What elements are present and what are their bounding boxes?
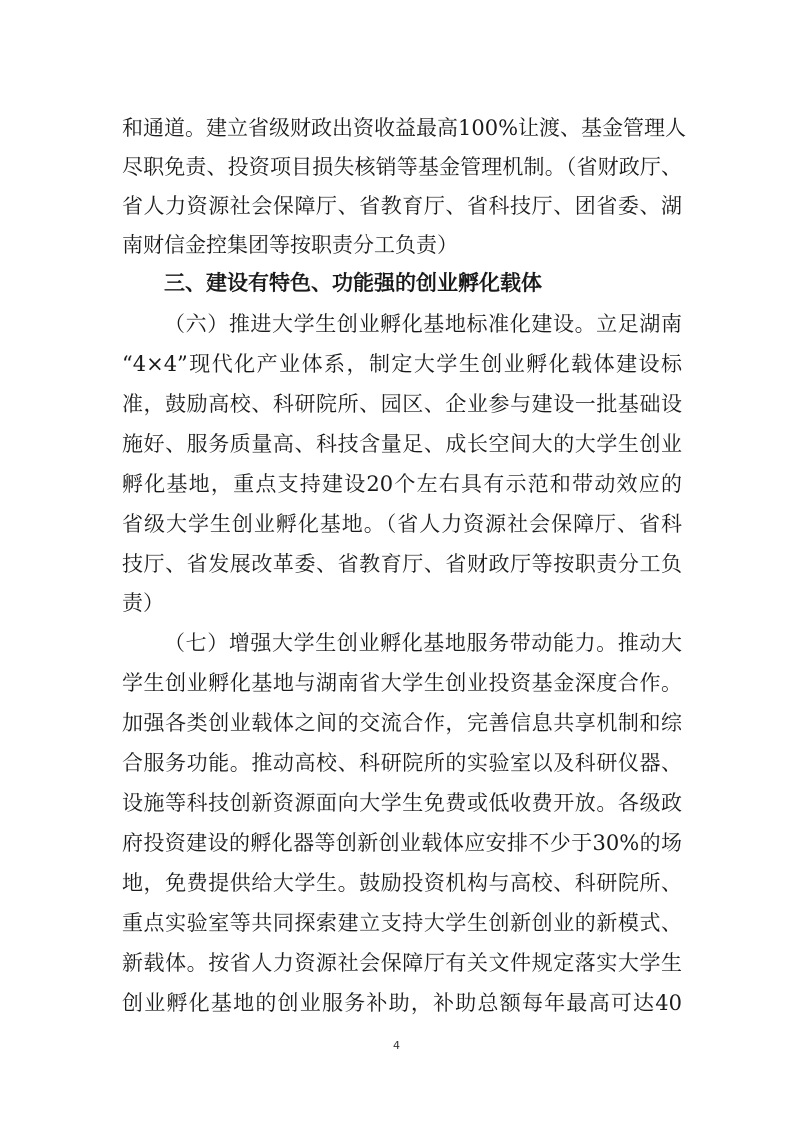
paragraph-first-line: （七）增强大学生创业孵化基地服务带动能力。推动大 bbox=[164, 631, 682, 655]
body-text-line: 责） bbox=[122, 591, 164, 615]
body-text-line: 创业孵化基地的创业服务补助，补助总额每年最高可达40 bbox=[122, 991, 682, 1015]
body-text-line: 重点实验室等共同探索建立支持大学生创新创业的新模式、 bbox=[122, 911, 682, 935]
body-text-line: 孵化基地，重点支持建设20个左右具有示范和带动效应的 bbox=[122, 472, 682, 496]
body-text-line: 学生创业孵化基地与湖南省大学生创业投资基金深度合作。 bbox=[122, 671, 682, 695]
body-text-line: 合服务功能。推动高校、科研院所的实验室以及科研仪器、 bbox=[122, 751, 682, 775]
body-text-line: 加强各类创业载体之间的交流合作，完善信息共享机制和综 bbox=[122, 711, 682, 735]
body-text-line: 设施等科技创新资源面向大学生免费或低收费开放。各级政 bbox=[122, 791, 682, 815]
page-number: 4 bbox=[393, 1039, 400, 1052]
body-text-line: 南财信金控集团等按职责分工负责） bbox=[122, 233, 458, 257]
body-text-line: 地，免费提供给大学生。鼓励投资机构与高校、科研院所、 bbox=[122, 871, 682, 895]
body-text-line: 府投资建设的孵化器等创新创业载体应安排不少于30%的场 bbox=[122, 831, 682, 855]
body-text-line: 和通道。建立省级财政出资收益最高100%让渡、基金管理人 bbox=[122, 116, 687, 140]
body-text-line: 新载体。按省人力资源社会保障厅有关文件规定落实大学生 bbox=[122, 951, 682, 975]
body-text-line: 准，鼓励高校、科研院所、园区、企业参与建设一批基础设 bbox=[122, 392, 682, 416]
paragraph-first-line: （六）推进大学生创业孵化基地标准化建设。立足湖南 bbox=[164, 312, 682, 336]
body-text-line: “4×4”现代化产业体系，制定大学生创业孵化载体建设标 bbox=[122, 352, 682, 376]
body-text-line: 施好、服务质量高、科技含量足、成长空间大的大学生创业 bbox=[122, 432, 682, 456]
body-text-line: 技厅、省发展改革委、省教育厅、省财政厅等按职责分工负 bbox=[122, 552, 682, 576]
section-heading: 三、建设有特色、功能强的创业孵化载体 bbox=[164, 271, 542, 295]
body-text-line: 省级大学生创业孵化基地。（省人力资源社会保障厅、省科 bbox=[122, 512, 682, 536]
body-text-line: 尽职免责、投资项目损失核销等基金管理机制。（省财政厅、 bbox=[122, 155, 682, 179]
body-text-line: 省人力资源社会保障厅、省教育厅、省科技厅、团省委、湖 bbox=[122, 194, 682, 218]
